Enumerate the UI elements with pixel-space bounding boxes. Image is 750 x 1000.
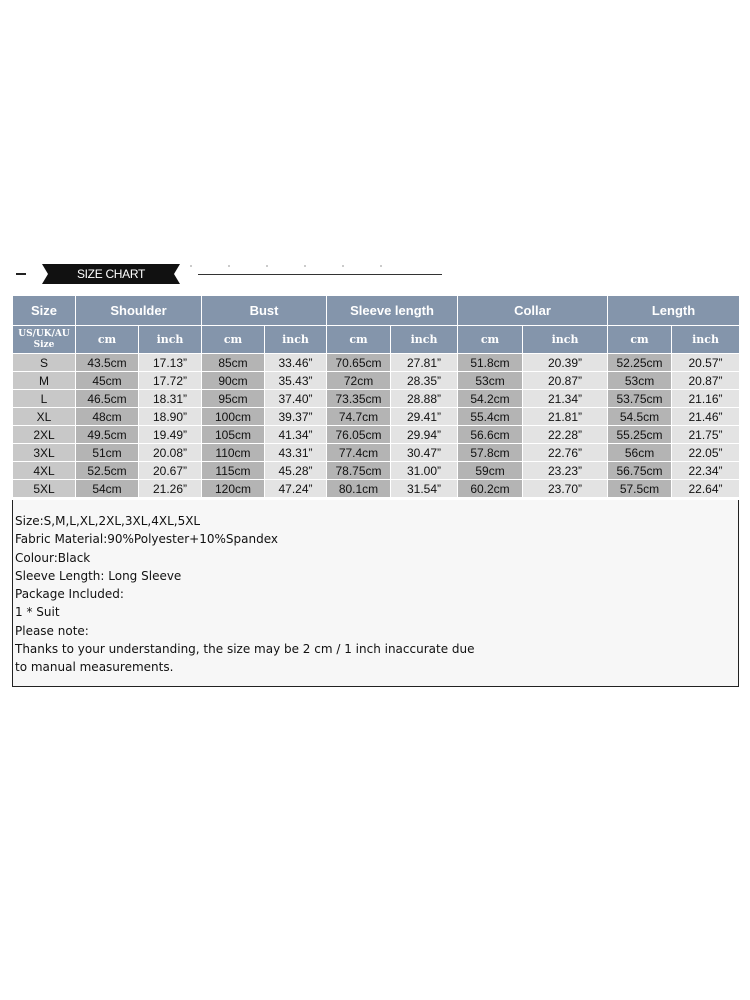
cm-value-cell: 45cm xyxy=(76,372,139,390)
inch-value-cell: 21.16” xyxy=(672,390,740,408)
unit-inch: inch xyxy=(265,326,327,354)
cm-value-cell: 120cm xyxy=(202,480,265,498)
table-row xyxy=(13,408,740,426)
inch-value-cell: 22.05” xyxy=(672,444,740,462)
header-sleeve-length: Sleeve length xyxy=(327,296,458,326)
inch-value-cell: 22.76” xyxy=(523,444,608,462)
unit-inch: inch xyxy=(523,326,608,354)
cm-value-cell: 51.8cm xyxy=(458,354,523,372)
detail-line: Package Included: xyxy=(15,587,124,602)
inch-value-cell: 18.31” xyxy=(139,390,202,408)
unit-cm: cm xyxy=(76,326,139,354)
detail-lines xyxy=(15,512,475,677)
cm-value-cell: 105cm xyxy=(202,426,265,444)
cm-value-cell: 56.6cm xyxy=(458,426,523,444)
inch-value-cell: 31.00” xyxy=(391,462,458,480)
cm-value-cell: 72cm xyxy=(327,372,391,390)
inch-value-cell: 35.43” xyxy=(265,372,327,390)
inch-value-cell: 20.57” xyxy=(672,354,740,372)
cm-value-cell: 78.75cm xyxy=(327,462,391,480)
unit-inch: inch xyxy=(391,326,458,354)
inch-value-cell: 22.28” xyxy=(523,426,608,444)
size-cell: XL xyxy=(13,408,76,426)
cm-value-cell: 115cm xyxy=(202,462,265,480)
cm-value-cell: 53cm xyxy=(608,372,672,390)
table-row xyxy=(13,372,740,390)
detail-line: Fabric Material:90%Polyester+10%Spandex xyxy=(15,532,278,547)
inch-value-cell: 27.81” xyxy=(391,354,458,372)
banner-dash xyxy=(16,273,26,275)
inch-value-cell: 37.40” xyxy=(265,390,327,408)
table-row xyxy=(13,462,740,480)
cm-value-cell: 48cm xyxy=(76,408,139,426)
banner-dots xyxy=(190,265,420,269)
cm-value-cell: 55.25cm xyxy=(608,426,672,444)
cm-value-cell: 55.4cm xyxy=(458,408,523,426)
cm-value-cell: 59cm xyxy=(458,462,523,480)
detail-line: Colour:Black xyxy=(15,550,91,565)
inch-value-cell: 43.31” xyxy=(265,444,327,462)
size-cell: S xyxy=(13,354,76,372)
header-size: Size xyxy=(13,296,76,326)
table-body xyxy=(13,354,740,498)
unit-cm: cm xyxy=(202,326,265,354)
cm-value-cell: 80.1cm xyxy=(327,480,391,498)
unit-cm: cm xyxy=(608,326,672,354)
inch-value-cell: 20.67” xyxy=(139,462,202,480)
inch-value-cell: 21.75” xyxy=(672,426,740,444)
cm-value-cell: 54.2cm xyxy=(458,390,523,408)
cm-value-cell: 52.25cm xyxy=(608,354,672,372)
cm-value-cell: 56.75cm xyxy=(608,462,672,480)
table-row xyxy=(13,354,740,372)
unit-cm: cm xyxy=(327,326,391,354)
cm-value-cell: 46.5cm xyxy=(76,390,139,408)
inch-value-cell: 31.54” xyxy=(391,480,458,498)
detail-line: Thanks to your understanding, the size may be 2 cm / 1 inch inaccurate due xyxy=(15,642,475,657)
header-shoulder: Shoulder xyxy=(76,296,202,326)
size-cell: 5XL xyxy=(13,480,76,498)
product-details xyxy=(12,500,739,687)
cm-value-cell: 85cm xyxy=(202,354,265,372)
cm-value-cell: 100cm xyxy=(202,408,265,426)
banner-ribbon xyxy=(42,264,180,284)
detail-line: to manual measurements. xyxy=(15,660,174,675)
inch-value-cell: 28.35” xyxy=(391,372,458,390)
inch-value-cell: 28.88” xyxy=(391,390,458,408)
detail-line: Please note: xyxy=(15,623,89,638)
cm-value-cell: 70.65cm xyxy=(327,354,391,372)
inch-value-cell: 47.24” xyxy=(265,480,327,498)
cm-value-cell: 95cm xyxy=(202,390,265,408)
cm-value-cell: 51cm xyxy=(76,444,139,462)
inch-value-cell: 33.46” xyxy=(265,354,327,372)
inch-value-cell: 20.39” xyxy=(523,354,608,372)
cm-value-cell: 73.35cm xyxy=(327,390,391,408)
cm-value-cell: 49.5cm xyxy=(76,426,139,444)
cm-value-cell: 56cm xyxy=(608,444,672,462)
inch-value-cell: 22.34” xyxy=(672,462,740,480)
cm-value-cell: 77.4cm xyxy=(327,444,391,462)
table-header-row xyxy=(13,296,740,326)
cm-value-cell: 57.5cm xyxy=(608,480,672,498)
unit-inch: inch xyxy=(672,326,740,354)
size-cell: 4XL xyxy=(13,462,76,480)
cm-value-cell: 43.5cm xyxy=(76,354,139,372)
cm-value-cell: 53.75cm xyxy=(608,390,672,408)
inch-value-cell: 21.46” xyxy=(672,408,740,426)
inch-value-cell: 21.26” xyxy=(139,480,202,498)
inch-value-cell: 17.13” xyxy=(139,354,202,372)
inch-value-cell: 41.34” xyxy=(265,426,327,444)
unit-cm: cm xyxy=(458,326,523,354)
cm-value-cell: 54.5cm xyxy=(608,408,672,426)
header-collar: Collar xyxy=(458,296,608,326)
cm-value-cell: 57.8cm xyxy=(458,444,523,462)
detail-line: Size:S,M,L,XL,2XL,3XL,4XL,5XL xyxy=(15,514,201,528)
inch-value-cell: 20.08” xyxy=(139,444,202,462)
detail-line: 1 * Suit xyxy=(15,605,60,620)
inch-value-cell: 21.34” xyxy=(523,390,608,408)
inch-value-cell: 23.70” xyxy=(523,480,608,498)
inch-value-cell: 18.90” xyxy=(139,408,202,426)
cm-value-cell: 52.5cm xyxy=(76,462,139,480)
inch-value-cell: 20.87” xyxy=(672,372,740,390)
inch-value-cell: 45.28” xyxy=(265,462,327,480)
header-bust: Bust xyxy=(202,296,327,326)
cm-value-cell: 60.2cm xyxy=(458,480,523,498)
inch-value-cell: 29.41” xyxy=(391,408,458,426)
inch-value-cell: 20.87” xyxy=(523,372,608,390)
inch-value-cell: 22.64” xyxy=(672,480,740,498)
size-chart-table xyxy=(12,295,740,498)
cm-value-cell: 74.7cm xyxy=(327,408,391,426)
table-row xyxy=(13,444,740,462)
unit-inch: inch xyxy=(139,326,202,354)
cm-value-cell: 90cm xyxy=(202,372,265,390)
cm-value-cell: 76.05cm xyxy=(327,426,391,444)
table-unit-row xyxy=(13,326,740,354)
table-row xyxy=(13,390,740,408)
cm-value-cell: 54cm xyxy=(76,480,139,498)
header-size-region: US/UK/AU Size xyxy=(13,326,76,354)
cm-value-cell: 53cm xyxy=(458,372,523,390)
inch-value-cell: 19.49” xyxy=(139,426,202,444)
size-cell: L xyxy=(13,390,76,408)
banner-rule xyxy=(198,274,442,275)
header-length: Length xyxy=(608,296,740,326)
size-cell: M xyxy=(13,372,76,390)
banner-title: SIZE CHART xyxy=(76,267,146,281)
detail-line: Sleeve Length: Long Sleeve xyxy=(15,568,182,583)
inch-value-cell: 17.72” xyxy=(139,372,202,390)
size-cell: 3XL xyxy=(13,444,76,462)
inch-value-cell: 29.94” xyxy=(391,426,458,444)
size-chart-banner xyxy=(14,262,434,286)
size-cell: 2XL xyxy=(13,426,76,444)
table-row xyxy=(13,426,740,444)
inch-value-cell: 23.23” xyxy=(523,462,608,480)
cm-value-cell: 110cm xyxy=(202,444,265,462)
inch-value-cell: 39.37” xyxy=(265,408,327,426)
inch-value-cell: 30.47” xyxy=(391,444,458,462)
table-row xyxy=(13,480,740,498)
inch-value-cell: 21.81” xyxy=(523,408,608,426)
